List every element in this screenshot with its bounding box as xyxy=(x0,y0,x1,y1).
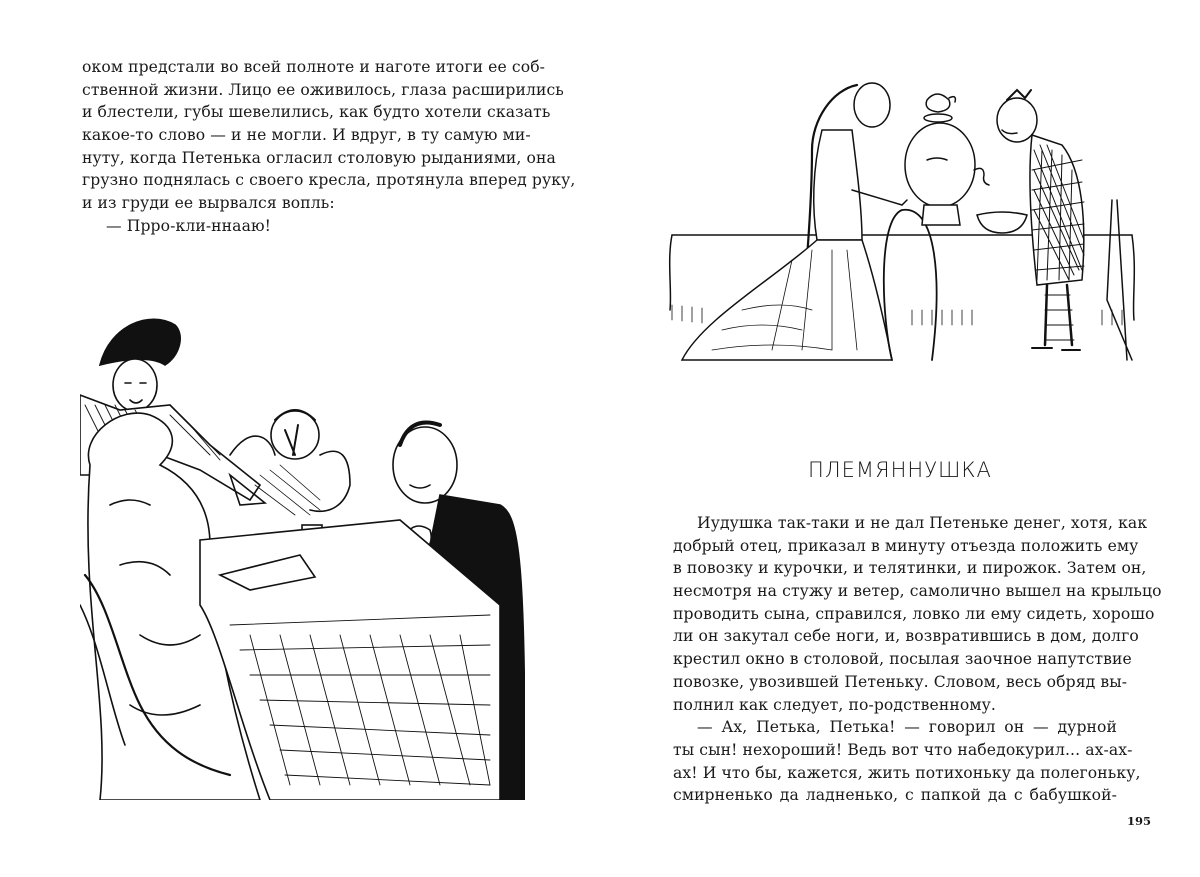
samovar-scene-illustration xyxy=(662,60,1142,378)
left-page-text xyxy=(82,56,576,238)
family-table-scene-illustration xyxy=(80,305,525,800)
text-line: Иудушка так-таки и не дал Петеньке денег, хотя, как xyxy=(697,514,1148,532)
chapter-title: ПЛЕМЯННУШКА xyxy=(808,458,992,482)
text-line: проводить сына, справился, ловко ли ему сидеть, хорошо xyxy=(673,604,1155,623)
text-line: смирненько да ладненько, с папкой да с бабушкой- xyxy=(673,786,1117,805)
text-line: грузно поднялась с своего кресла, протянула вперед руку, xyxy=(82,171,576,190)
text-line: ах! И что бы, кажется, жить потихоньку да полегоньку, xyxy=(673,763,1141,782)
text-line: добрый отец, приказал в минуту отъезда положить ему xyxy=(673,536,1139,555)
text-line: ли он закутал себе ноги, и, возвратившись в дом, долго xyxy=(673,627,1139,646)
text-line: и блестели, губы шевелились, как будто хотели сказать xyxy=(82,103,551,122)
text-line: какое-то слово — и не могли. И вдруг, в ту самую ми- xyxy=(82,126,531,145)
text-line: ты сын! нехороший! Ведь вот что набедокурил... ах-ах- xyxy=(673,740,1133,759)
right-page-text xyxy=(673,512,1162,807)
text-line: в повозку и курочки, и телятинки, и пирожок. Затем он, xyxy=(673,559,1147,578)
exclamation-line: — Прро-кли-ннааю! xyxy=(106,216,272,235)
text-line: — Ах, Петька, Петька! — говорил он — дурной xyxy=(697,718,1117,737)
page-number: 195 xyxy=(1127,814,1152,828)
right-page xyxy=(600,0,1200,877)
text-line: повозке, увозившей Петеньку. Словом, весь обряд вы- xyxy=(673,672,1128,691)
text-line: ственной жизни. Лицо ее оживилось, глаза расширились xyxy=(82,80,564,99)
text-line: крестил окно в столовой, посылая заочное напутствие xyxy=(673,650,1132,669)
text-line: полнил как следует, по-родственному. xyxy=(673,695,996,714)
text-line: оком предстали во всей полноте и наготе итоги ее соб- xyxy=(82,58,546,76)
text-line: и из груди ее вырвался вопль: xyxy=(82,194,335,213)
text-line: несмотря на стужу и ветер, самолично вышел на крыльцо xyxy=(673,582,1162,601)
text-line: нуту, когда Петенька огласил столовую рыданиями, она xyxy=(82,148,556,167)
